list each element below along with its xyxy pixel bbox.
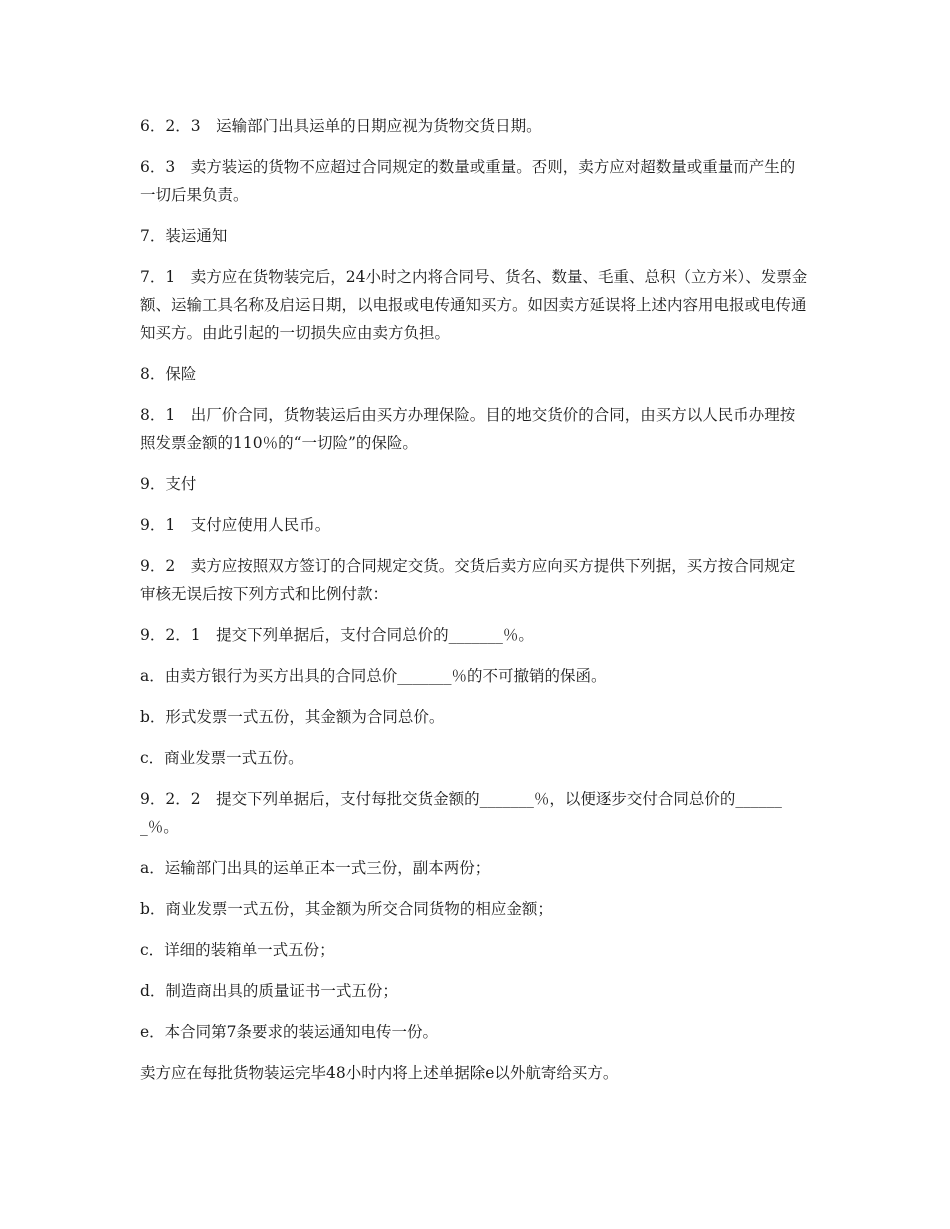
clause-9-2: 9．2 卖方应按照双方签订的合同规定交货。交货后卖方应向买方提供下列据，买方按合同规定审核无误后按下列方式和比例付款： [140, 557, 796, 603]
list-item-9-2-2-c: c．详细的装箱单一式五份； [140, 941, 335, 959]
section-heading-8: 8．保险 [140, 365, 197, 383]
clause-9-2-1: 9．2．1 提交下列单据后，支付合同总价的_______％。 [140, 626, 534, 644]
clause-6-2-3: 6．2．3 运输部门出具运单的日期应视为货物交货日期。 [140, 117, 542, 135]
closing-paragraph: 卖方应在每批货物装运完毕48小时内将上述单据除e以外航寄给买方。 [140, 1064, 619, 1082]
section-heading-7: 7．装运通知 [140, 227, 228, 245]
section-heading-9: 9．支付 [140, 475, 197, 493]
clause-9-2-2: 9．2．2 提交下列单据后，支付每批交货金额的_______％，以便逐步交付合同总价的_______％。 [140, 790, 782, 836]
list-item-9-2-1-b: b．形式发票一式五份，其金额为合同总价。 [140, 708, 445, 726]
clause-6-3: 6．3 卖方装运的货物不应超过合同规定的数量或重量。否则，卖方应对超数量或重量而产生的一切后果负责。 [140, 158, 796, 204]
list-item-9-2-1-a: a．由卖方银行为买方出具的合同总价_______％的不可撤销的保函。 [140, 667, 607, 685]
clause-7-1: 7．1 卖方应在货物装完后，24小时之内将合同号、货名、数量、毛重、总积（立方米）、发票金额、运输工具名称及启运日期，以电报或电传通知买方。如因卖方延误将上述内容用电报或电传通知买方。由此引起的一切损失应由卖方负担。 [140, 268, 808, 342]
list-item-9-2-1-c: c．商业发票一式五份。 [140, 749, 304, 767]
list-item-9-2-2-b: b．商业发票一式五份，其金额为所交合同货物的相应金额； [140, 900, 553, 918]
list-item-9-2-2-d: d．制造商出具的质量证书一式五份； [140, 982, 398, 1000]
list-item-9-2-2-e: e．本合同第7条要求的装运通知电传一份。 [140, 1023, 439, 1041]
document-body [140, 112, 810, 1100]
list-item-9-2-2-a: a．运输部门出具的运单正本一式三份，副本两份； [140, 859, 491, 877]
clause-8-1: 8．1 出厂价合同，货物装运后由买方办理保险。目的地交货价的合同，由买方以人民币办理按照发票金额的110％的“一切险”的保险。 [140, 406, 796, 452]
clause-9-1: 9．1 支付应使用人民币。 [140, 516, 331, 534]
